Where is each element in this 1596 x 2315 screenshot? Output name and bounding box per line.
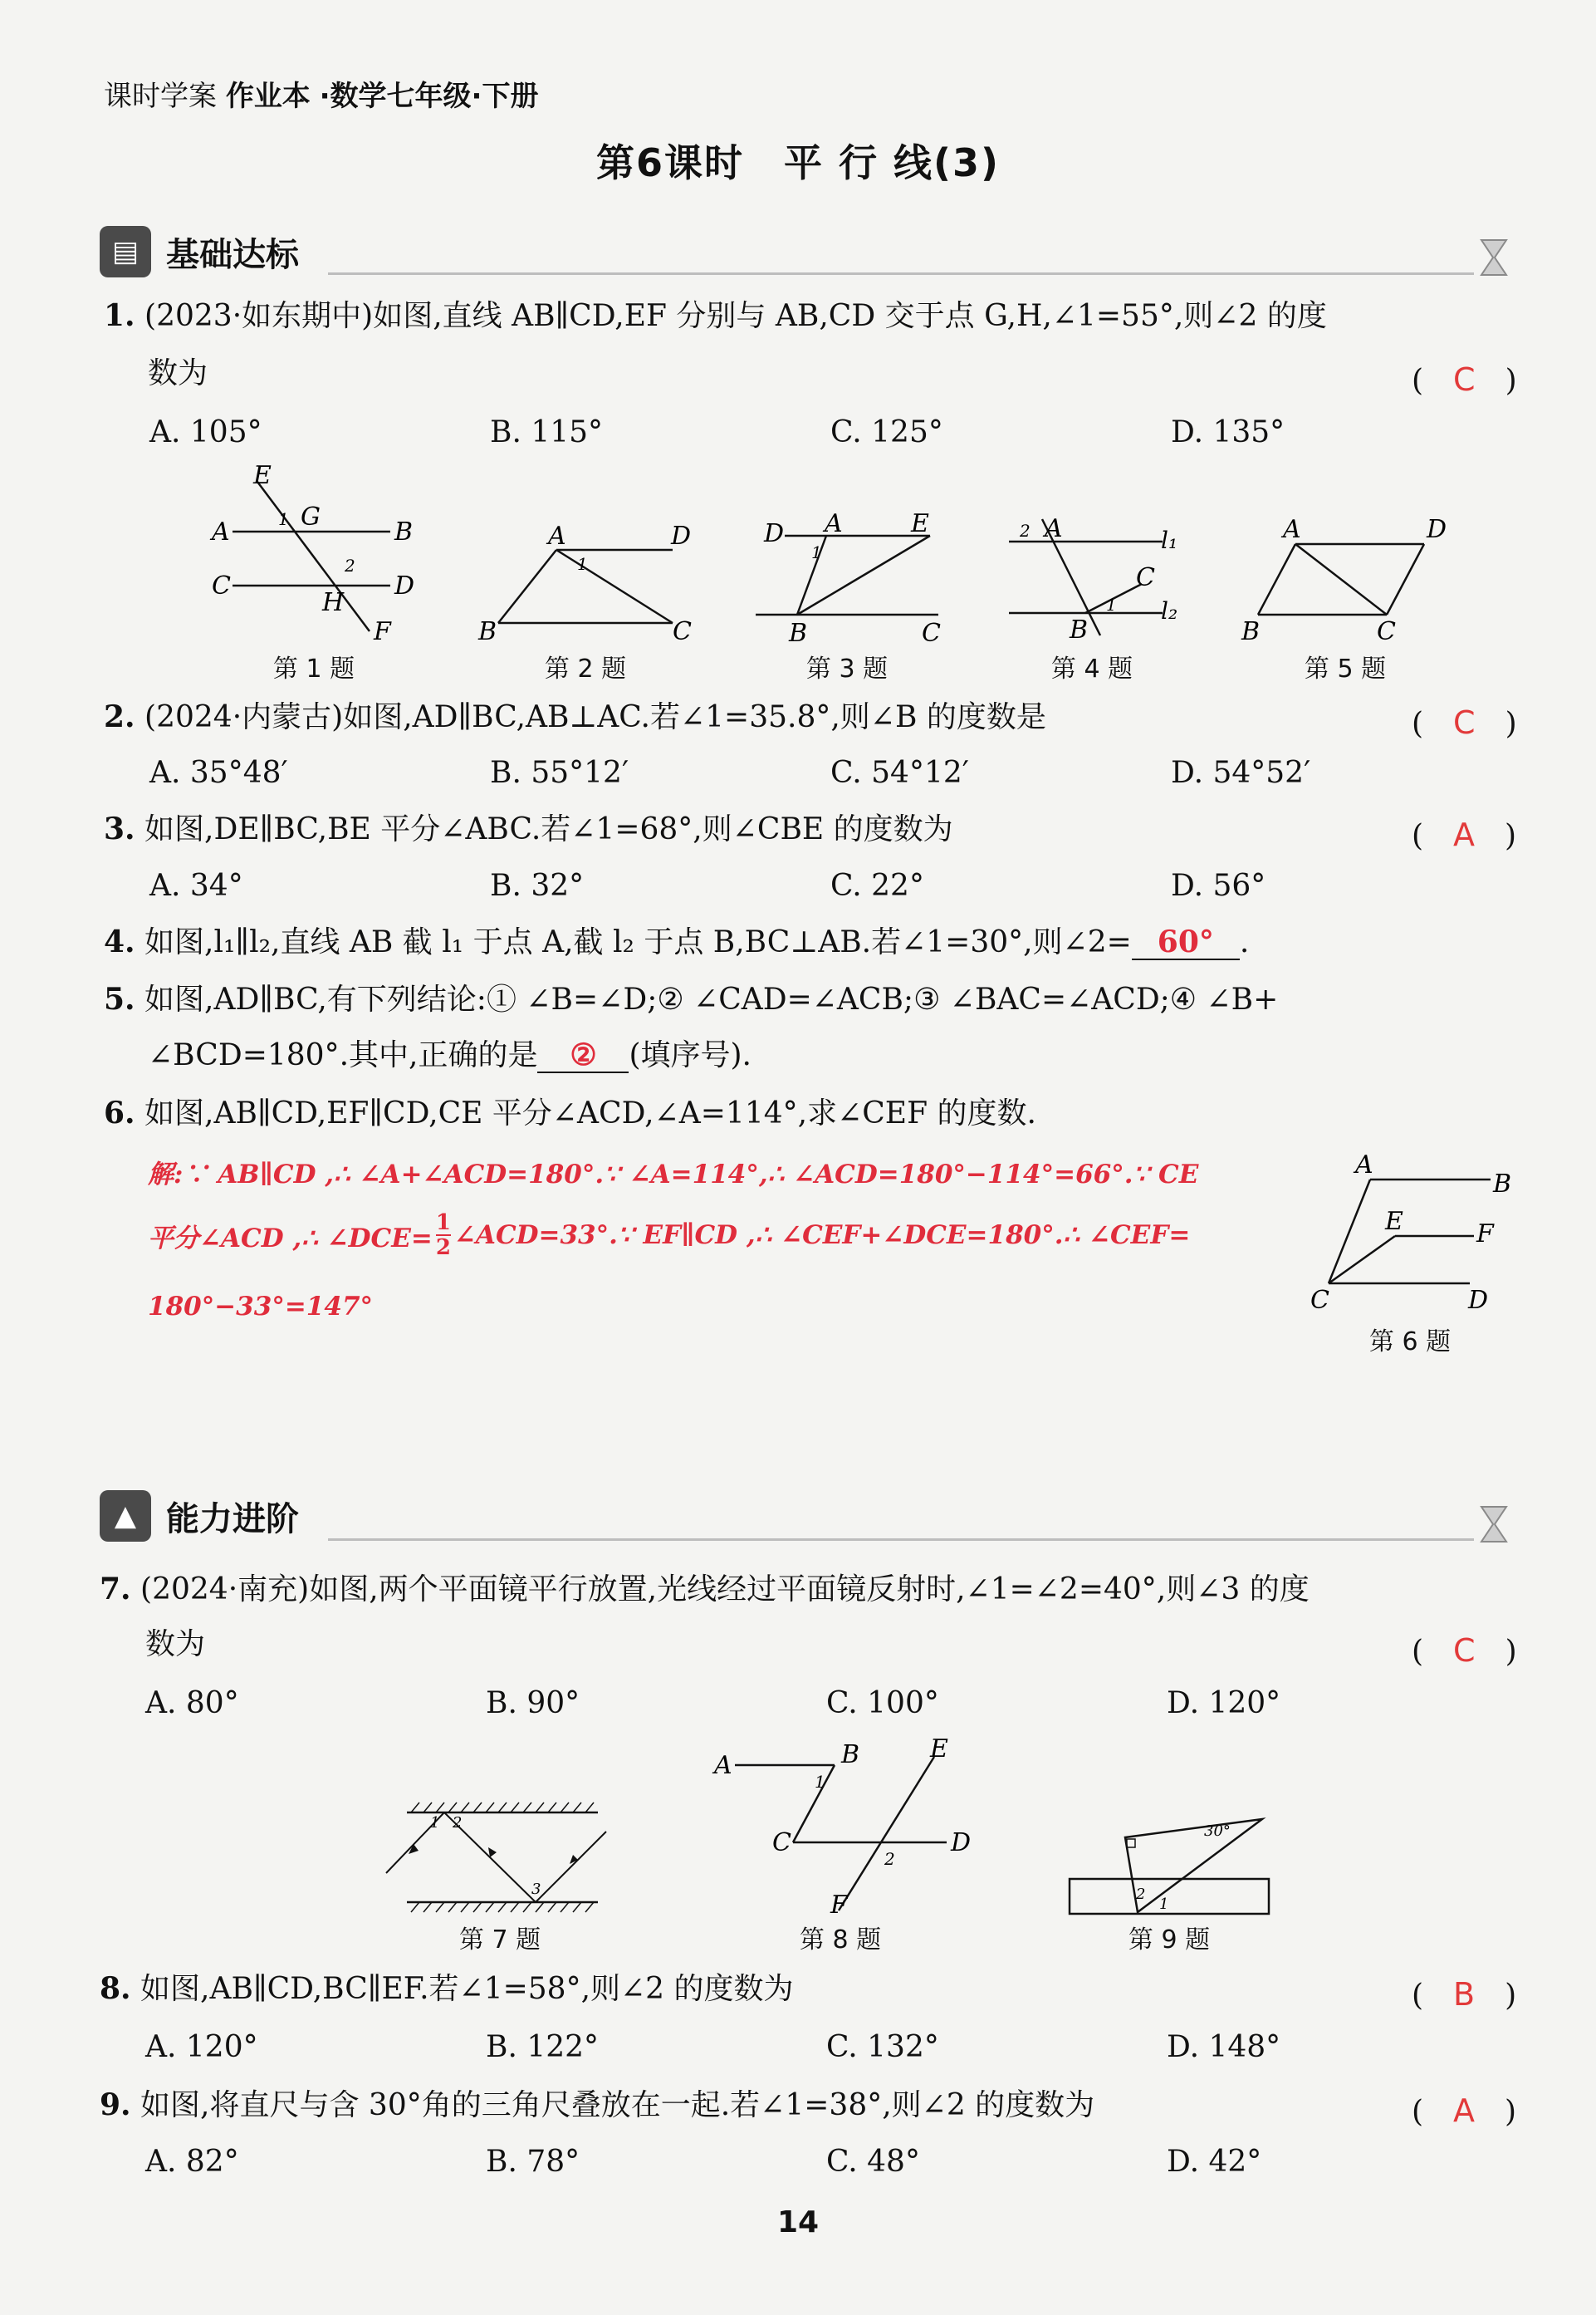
label-1: 1 xyxy=(430,1814,440,1832)
option-b: B. 115° xyxy=(490,415,604,449)
label-c: C xyxy=(1377,617,1396,646)
label-b: B xyxy=(1070,616,1089,645)
answer-choice: C xyxy=(1453,361,1476,398)
question-2 xyxy=(104,700,1046,734)
label-2: 2 xyxy=(1136,1886,1146,1903)
label-e: E xyxy=(253,465,272,490)
section-basic xyxy=(100,224,299,279)
label-2: 2 xyxy=(345,556,355,576)
option-a: A. 34° xyxy=(149,869,243,903)
option-b: B. 78° xyxy=(486,2145,580,2179)
answer-choice: A xyxy=(1453,2092,1476,2129)
page-title: 第6课时 平 行 线(3) xyxy=(595,140,1001,185)
option-a: A. 80° xyxy=(145,1686,239,1720)
question-number: 4. xyxy=(104,925,135,959)
label-f: F xyxy=(1476,1219,1494,1248)
question-text: (2023·如东期中)如图,直线 AB∥CD,EF 分别与 AB,CD 交于点 G,H,∠1=55°,则∠2 的度 xyxy=(144,299,1327,333)
question-text: (填序号). xyxy=(629,1038,752,1072)
label-h: H xyxy=(322,588,345,617)
hourglass-icon xyxy=(1478,1503,1510,1545)
fraction-numerator: 1 xyxy=(435,1210,451,1235)
label-b: B xyxy=(841,1740,860,1769)
question-number: 7. xyxy=(100,1572,131,1606)
section-advanced xyxy=(100,1489,299,1543)
section-title: 能力进阶 xyxy=(166,1499,299,1538)
label-d: D xyxy=(1427,515,1447,544)
option-d: D. 120° xyxy=(1167,1686,1281,1720)
figure-caption: 第 3 题 xyxy=(805,655,889,684)
book-name: 作业本 xyxy=(225,80,311,113)
figure-3 xyxy=(751,507,967,648)
hourglass-icon xyxy=(1478,237,1510,278)
question-5-line2 xyxy=(148,1038,751,1073)
label-1: 1 xyxy=(811,542,822,562)
question-text: 如图,l₁∥l₂,直线 AB 截 l₁ 于点 A,截 l₂ 于点 B,BC⊥AB.若∠1=30°,则∠2= xyxy=(144,925,1132,959)
answer-paren: ( C ) xyxy=(1412,1632,1517,1669)
question-text: 如图,AB∥CD,EF∥CD,CE 平分∠ACD,∠A=114°,求∠CEF 的度数. xyxy=(144,1096,1036,1131)
option-c: C. 22° xyxy=(830,869,924,903)
label-2: 2 xyxy=(1020,521,1031,541)
label-e: E xyxy=(930,1736,948,1763)
question-text: 如图,AD∥BC,有下列结论:① ∠B=∠D;② ∠CAD=∠ACB;③ ∠BAC=∠ACD;④ ∠B+ xyxy=(144,983,1279,1017)
label-a: A xyxy=(1355,1150,1373,1180)
label-c: C xyxy=(673,617,692,646)
answer-paren: ( A ) xyxy=(1412,2092,1517,2129)
question-text: (2024·南充)如图,两个平面镜平行放置,光线经过平面镜反射时,∠1=∠2=40°,则∠3 的度 xyxy=(140,1572,1310,1606)
figure-caption: 第 8 题 xyxy=(799,1925,882,1955)
label-b: B xyxy=(478,617,497,646)
figure-4 xyxy=(996,507,1212,648)
solution-text: 平分∠ACD ,∴ ∠DCE= xyxy=(148,1223,433,1253)
solution-line-2 xyxy=(148,1211,1190,1259)
question-number: 9. xyxy=(100,2087,131,2122)
answer-paren: ( C ) xyxy=(1412,361,1517,398)
answer-choice: B xyxy=(1453,1976,1476,2013)
figure-1 xyxy=(199,465,432,648)
answer-choice: C xyxy=(1453,704,1476,741)
option-b: B. 90° xyxy=(486,1686,580,1720)
option-a: A. 35°48′ xyxy=(149,756,288,790)
label-b: B xyxy=(394,517,414,547)
question-4 xyxy=(104,925,1249,960)
option-d: D. 135° xyxy=(1171,415,1285,449)
question-5 xyxy=(104,983,1278,1017)
section-title: 基础达标 xyxy=(166,235,299,274)
figure-6 xyxy=(1304,1146,1520,1312)
label-b: B xyxy=(1493,1170,1512,1199)
label-g: G xyxy=(301,503,321,532)
question-text: 如图,将直尺与含 30°角的三角尺叠放在一起.若∠1=38°,则∠2 的度数为 xyxy=(140,2088,1095,2122)
option-d: D. 148° xyxy=(1167,2030,1281,2064)
figure-caption: 第 2 题 xyxy=(544,655,627,684)
figure-caption: 第 5 题 xyxy=(1304,655,1387,684)
option-d: D. 54°52′ xyxy=(1171,756,1311,790)
label-3: 3 xyxy=(531,1881,541,1898)
figure-2 xyxy=(473,515,698,648)
label-c: C xyxy=(212,571,231,601)
question-number: 8. xyxy=(100,1971,131,2006)
label-b: B xyxy=(789,619,808,648)
question-number: 1. xyxy=(104,298,135,333)
option-b: B. 122° xyxy=(486,2030,600,2064)
label-a: A xyxy=(212,517,230,547)
question-text: 如图,DE∥BC,BE 平分∠ABC.若∠1=68°,则∠CBE 的度数为 xyxy=(144,812,953,846)
figure-caption: 第 4 题 xyxy=(1050,655,1133,684)
option-c: C. 132° xyxy=(826,2030,939,2064)
answer-choice: A xyxy=(1453,817,1476,853)
figure-7 xyxy=(374,1794,614,1919)
answer-choice: C xyxy=(1453,1632,1476,1669)
book-header xyxy=(104,73,538,114)
solution-line-3: 180°−33°=147° xyxy=(148,1292,374,1322)
label-a: A xyxy=(825,509,843,538)
label-1: 1 xyxy=(577,554,588,574)
label-2: 2 xyxy=(453,1814,463,1832)
option-a: A. 105° xyxy=(149,415,262,449)
label-2: 2 xyxy=(884,1849,895,1869)
figure-8 xyxy=(710,1736,984,1923)
option-c: C. 125° xyxy=(830,415,943,449)
book-icon: ▤ xyxy=(100,226,151,277)
answer-paren: ( A ) xyxy=(1412,817,1517,853)
option-a: A. 82° xyxy=(145,2145,239,2179)
question-7-line2: 数为 xyxy=(145,1627,206,1661)
label-e: E xyxy=(911,509,929,538)
answer-paren: ( C ) xyxy=(1412,704,1517,741)
label-e: E xyxy=(1385,1207,1403,1236)
question-number: 5. xyxy=(104,982,135,1017)
label-1: 1 xyxy=(1106,595,1117,615)
solution-line-1: 解:∵ AB∥CD ,∴ ∠A+∠ACD=180°.∵ ∠A=114°,∴ ∠ACD=180°−114°=66°.∵ CE xyxy=(148,1160,1199,1189)
fraction xyxy=(436,1211,451,1259)
label-l2: l₂ xyxy=(1161,597,1178,625)
label-1: 1 xyxy=(815,1772,825,1792)
option-a: A. 120° xyxy=(145,2030,258,2064)
label-c: C xyxy=(772,1828,791,1857)
label-c: C xyxy=(1136,563,1155,592)
series-name: 课时学案 xyxy=(104,80,217,113)
label-d: D xyxy=(1468,1286,1489,1312)
option-c: C. 54°12′ xyxy=(830,756,969,790)
question-number: 3. xyxy=(104,812,135,846)
label-f: F xyxy=(374,617,391,646)
label-f: F xyxy=(830,1891,848,1920)
label-a: A xyxy=(548,522,566,551)
option-d: D. 56° xyxy=(1171,869,1266,903)
question-1 xyxy=(104,299,1327,333)
period: . xyxy=(1239,925,1250,959)
answer-paren: ( B ) xyxy=(1412,1976,1517,2013)
option-b: B. 32° xyxy=(490,869,585,903)
figure-9 xyxy=(1063,1811,1279,1919)
question-6 xyxy=(104,1096,1036,1131)
option-d: D. 42° xyxy=(1167,2145,1262,2179)
label-c: C xyxy=(1310,1286,1329,1312)
figure-5 xyxy=(1237,511,1461,648)
label-a: A xyxy=(1045,514,1063,543)
option-c: C. 48° xyxy=(826,2145,920,2179)
subject-name: ·数学七年级·下册 xyxy=(319,80,539,113)
label-d: D xyxy=(764,519,785,548)
answer-blank: ② xyxy=(537,1038,629,1073)
label-1: 1 xyxy=(1159,1896,1169,1913)
section-divider xyxy=(328,272,1474,275)
label-d: D xyxy=(394,571,415,601)
figure-caption: 第 9 题 xyxy=(1128,1925,1211,1955)
figure-caption: 第 1 题 xyxy=(272,655,355,684)
figure-caption: 第 7 题 xyxy=(458,1925,541,1955)
question-3 xyxy=(104,812,953,846)
label-d: D xyxy=(671,522,692,551)
question-text: (2024·内蒙古)如图,AD∥BC,AB⊥AC.若∠1=35.8°,则∠B 的度数是 xyxy=(144,700,1046,734)
question-text: 如图,AB∥CD,BC∥EF.若∠1=58°,则∠2 的度数为 xyxy=(140,1972,794,2006)
label-b: B xyxy=(1241,617,1261,646)
label-1: 1 xyxy=(278,509,289,529)
figure-caption: 第 6 题 xyxy=(1368,1327,1452,1356)
question-number: 2. xyxy=(104,699,135,734)
question-8 xyxy=(100,1972,794,2006)
solution-text: ∠ACD=33°.∵ EF∥CD ,∴ ∠CEF+∠DCE=180°.∴ ∠CEF= xyxy=(453,1220,1191,1250)
page-number: 14 xyxy=(776,2205,820,2239)
label-d: D xyxy=(951,1828,972,1857)
question-1-line2: 数为 xyxy=(148,356,208,390)
label-a: A xyxy=(714,1751,732,1780)
rocket-icon: ▲ xyxy=(100,1490,151,1542)
label-c: C xyxy=(922,619,941,648)
question-number: 6. xyxy=(104,1096,135,1131)
fraction-denominator: 2 xyxy=(435,1235,451,1260)
label-30: 30° xyxy=(1204,1822,1231,1840)
label-a: A xyxy=(1283,515,1301,544)
question-text: ∠BCD=180°.其中,正确的是 xyxy=(148,1038,538,1072)
section-divider xyxy=(328,1538,1474,1541)
label-l1: l₁ xyxy=(1161,527,1178,554)
option-b: B. 55°12′ xyxy=(490,756,629,790)
question-7 xyxy=(100,1572,1310,1606)
answer-blank: 60° xyxy=(1132,925,1240,960)
option-c: C. 100° xyxy=(826,1686,939,1720)
question-9 xyxy=(100,2088,1094,2122)
